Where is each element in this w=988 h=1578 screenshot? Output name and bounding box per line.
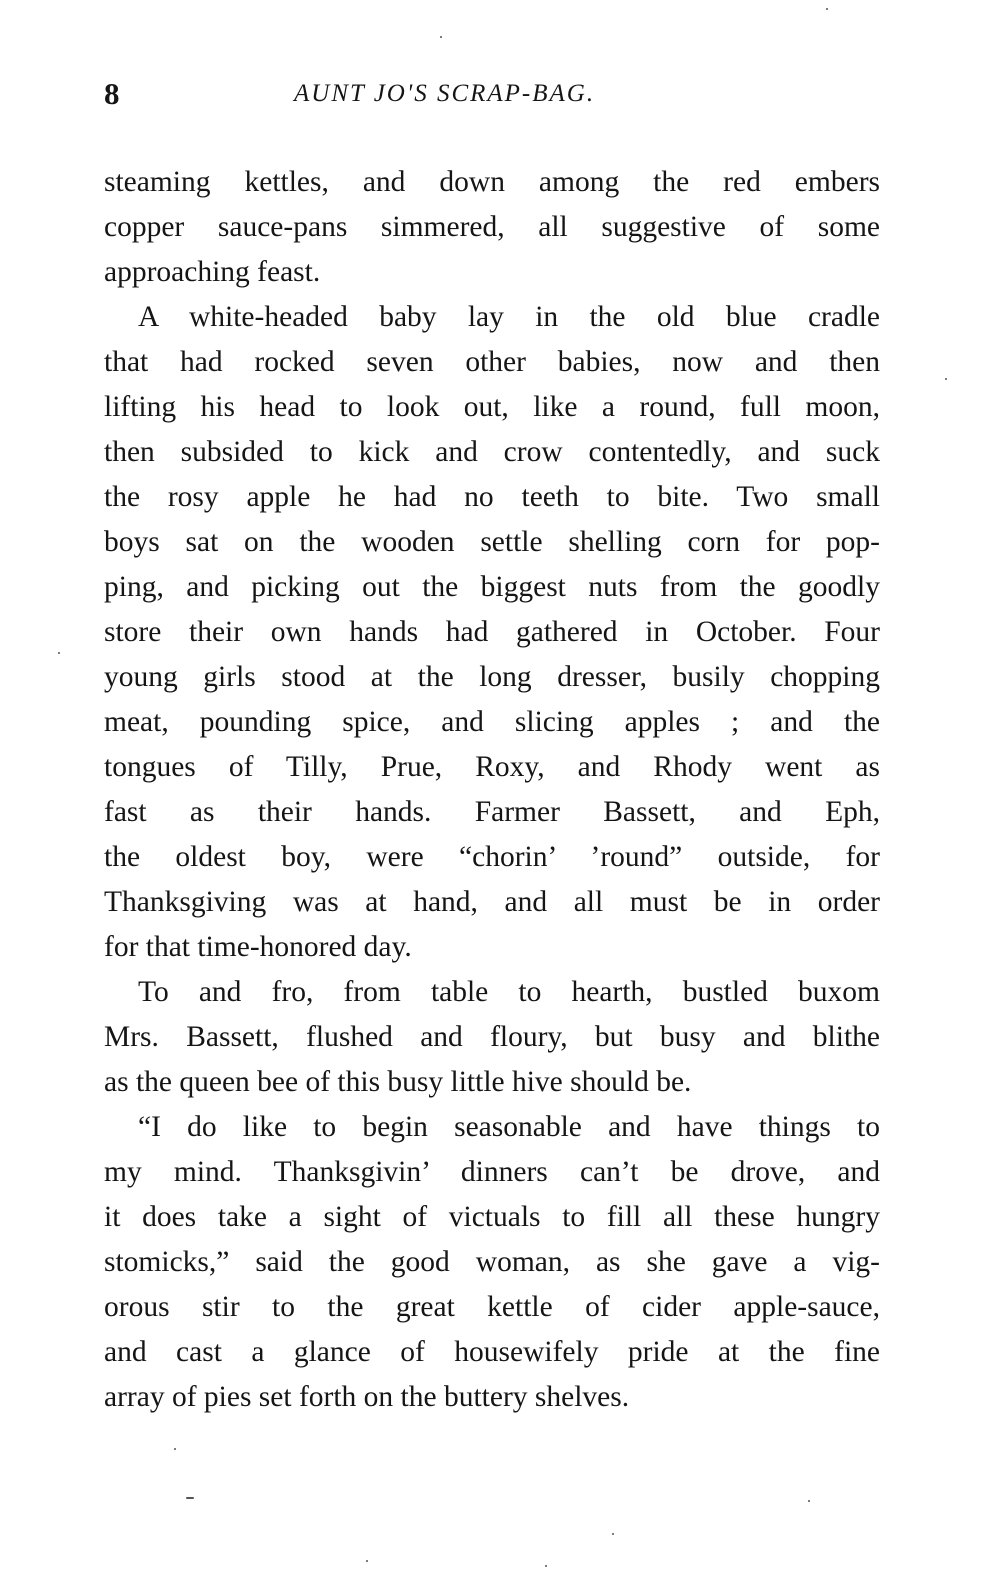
text-line: To and fro, from table to hearth, bustled buxom: [138, 976, 880, 1008]
text-line: it does take a sight of victuals to fill all these hungry: [104, 1201, 880, 1233]
page-number: 8: [104, 76, 120, 111]
scan-speck: [186, 1497, 194, 1499]
text-line: orous stir to the great kettle of cider apple-sauce,: [104, 1291, 880, 1323]
scan-speck: [440, 36, 442, 38]
text-line: “I do like to begin seasonable and have things to: [138, 1111, 880, 1143]
text-line: for that time-honored day.: [104, 931, 412, 963]
text-line: stomicks,” said the good woman, as she gave a vig-: [104, 1246, 880, 1278]
text-line: Thanksgiving was at hand, and all must be in order: [104, 886, 880, 918]
body-text: [104, 160, 880, 1420]
text-line: tongues of Tilly, Prue, Roxy, and Rhody went as: [104, 751, 880, 783]
running-head: AUNT JO'S SCRAP-BAG.: [294, 80, 596, 107]
scan-speck: [174, 1448, 176, 1450]
text-line: store their own hands had gathered in October. Four: [104, 616, 880, 648]
text-line: array of pies set forth on the buttery shelves.: [104, 1381, 630, 1413]
scan-speck: [545, 1565, 547, 1567]
text-line: approaching feast.: [104, 256, 321, 288]
text-line: Mrs. Bassett, flushed and floury, but busy and blithe: [104, 1021, 880, 1053]
text-line: and cast a glance of housewifely pride at the fine: [104, 1336, 880, 1368]
text-line: fast as their hands. Farmer Bassett, and Eph,: [104, 796, 880, 828]
scan-speck: [945, 378, 947, 380]
text-line: then subsided to kick and crow contentedly, and suck: [104, 436, 880, 468]
text-line: ping, and picking out the biggest nuts from the goodly: [104, 571, 880, 603]
scan-speck: [808, 1500, 810, 1502]
scan-speck: [826, 8, 828, 10]
scan-speck: [58, 652, 60, 654]
text-line: the oldest boy, were “chorin’ ’round” outside, for: [104, 841, 880, 873]
text-line: steaming kettles, and down among the red embers: [104, 166, 880, 198]
text-line: young girls stood at the long dresser, busily chopping: [104, 661, 880, 693]
text-line: the rosy apple he had no teeth to bite. Two small: [104, 481, 880, 513]
text-line: copper sauce-pans simmered, all suggestive of some: [104, 211, 880, 243]
scan-speck: [612, 1533, 614, 1535]
text-line: A white-headed baby lay in the old blue cradle: [138, 301, 880, 333]
text-line: lifting his head to look out, like a round, full moon,: [104, 391, 880, 423]
text-line: my mind. Thanksgivin’ dinners can’t be drove, and: [104, 1156, 880, 1188]
page-header: [104, 76, 880, 116]
text-line: meat, pounding spice, and slicing apples ; and the: [104, 706, 880, 738]
text-line: as the queen bee of this busy little hive should be.: [104, 1066, 692, 1098]
scan-speck: [366, 1560, 368, 1562]
text-line: boys sat on the wooden settle shelling corn for pop-: [104, 526, 880, 558]
text-line: that had rocked seven other babies, now and then: [104, 346, 880, 378]
